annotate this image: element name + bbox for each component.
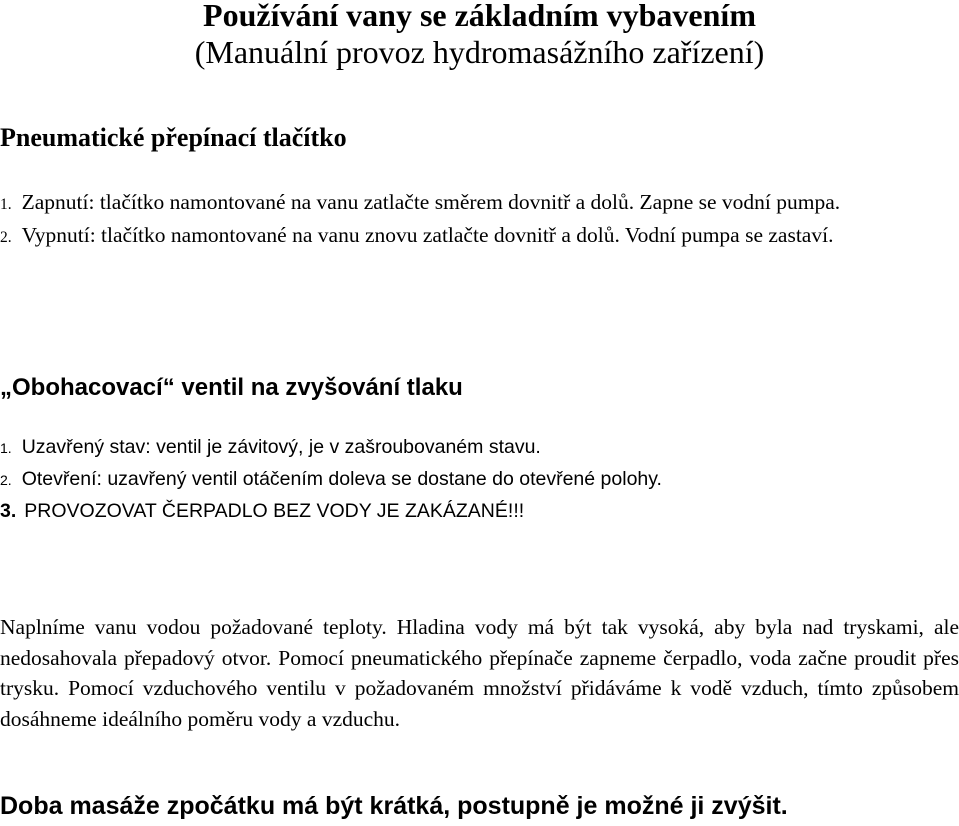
- list-item-text: Otevření: uzavřený ventil otáčením doleva se dostane do otevřené polohy.: [21, 468, 662, 490]
- list-item: [0, 432, 959, 464]
- list-item: [0, 220, 959, 253]
- list-item: [0, 464, 959, 496]
- warning-list-item: [0, 496, 959, 527]
- list-item-text: Vypnutí: tlačítko namontované na vanu znovu zatlačte dovnitř a dolů. Vodní pumpa se zastaví.: [21, 223, 834, 247]
- pneumatic-instructions-list: [0, 187, 959, 253]
- section-heading-pneumatic-button: Pneumatické přepínací tlačítko: [0, 123, 347, 152]
- list-item-number: 3.: [0, 500, 17, 522]
- list-item-number: 1.: [0, 440, 12, 456]
- list-item-number: 2.: [0, 472, 12, 488]
- final-note: Doba masáže zpočátku má být krátká, postupně je možné ji zvýšit.: [0, 792, 788, 820]
- list-item-text: Uzavřený stav: ventil je závitový, je v zašroubovaném stavu.: [21, 436, 541, 458]
- warning-text: PROVOZOVAT ČERPADLO BEZ VODY JE ZAKÁZANÉ!!!: [24, 500, 525, 522]
- usage-paragraph: Naplníme vanu vodou požadované teploty. Hladina vody má být tak vysoká, aby byla nad tryskami, ale nedosahovala přepadový otvor. Pomocí pneumatického přepínače zapneme čerpadlo, voda začne proudit přes trysku. Pomocí vzduchového ventilu v požadovaném množství přidáváme k vodě vzduch, tímto způsobem dosáhneme ideálního poměru vody a vzduchu.: [0, 615, 959, 731]
- list-item: [0, 187, 959, 220]
- enrichment-valve-instructions-list: [0, 432, 959, 527]
- document-subtitle: (Manuální provoz hydromasážního zařízení): [194, 34, 765, 70]
- list-item-text: Zapnutí: tlačítko namontované na vanu zatlačte směrem dovnitř a dolů. Zapne se vodní pumpa.: [21, 190, 841, 214]
- list-item-number: 1.: [0, 196, 12, 213]
- section-heading-enrichment-valve: „Obohacovací“ ventil na zvyšování tlaku: [0, 374, 463, 401]
- document-title: Používání vany se základním vybavením: [203, 0, 756, 33]
- list-item-number: 2.: [0, 229, 12, 246]
